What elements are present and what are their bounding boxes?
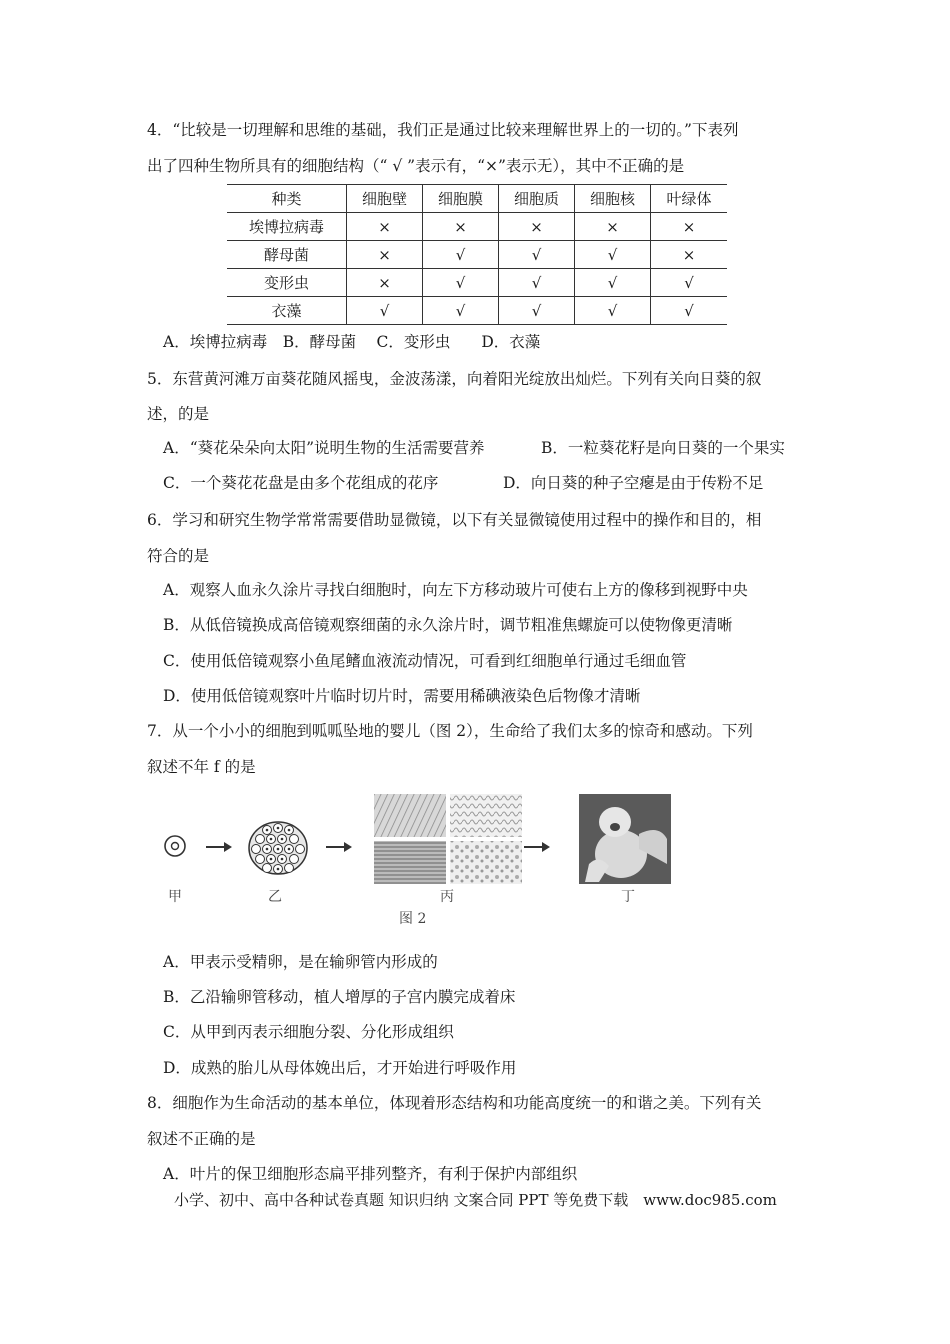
q8-option-a: A．叶片的保卫细胞形态扁平排列整齐，有利于保护内部组织 xyxy=(163,1165,578,1183)
q5-stem-line1: 5．东营黄河滩万亩葵花随风摇曳，金波荡漾，向着阳光绽放出灿烂。下列有关向日葵的叙 xyxy=(147,370,762,388)
table-cell: √ xyxy=(575,297,651,325)
figure-label-ding: 丁 xyxy=(621,889,635,905)
table-cell: × xyxy=(423,213,499,241)
q7-stem-line2: 叙述不年 f 的是 xyxy=(147,758,256,776)
table-cell: √ xyxy=(575,269,651,297)
table-cell: √ xyxy=(499,297,575,325)
q5-option-b: B．一粒葵花籽是向日葵的一个果实 xyxy=(541,439,785,457)
table-cell: √ xyxy=(423,269,499,297)
table-header-cell: 细胞膜 xyxy=(423,185,499,213)
q8-stem-line2: 叙述不正确的是 xyxy=(147,1130,256,1148)
table-cell: 变形虫 xyxy=(227,269,347,297)
table-cell: √ xyxy=(575,241,651,269)
arrow-icon xyxy=(206,846,230,848)
morula-image xyxy=(247,820,309,876)
q7-option-c: C．从甲到丙表示细胞分裂、分化形成组织 xyxy=(163,1023,454,1041)
table-header-row xyxy=(227,185,727,213)
q8-stem-line1: 8．细胞作为生命活动的基本单位，体现着形态结构和功能高度统一的和谐之美。下列有关 xyxy=(147,1094,762,1112)
figure-caption: 图 2 xyxy=(399,911,427,927)
table-header-cell: 细胞质 xyxy=(499,185,575,213)
q5-stem-line2: 述，的是 xyxy=(147,405,210,423)
q7-option-a: A．甲表示受精卵，是在输卵管内形成的 xyxy=(163,953,438,971)
q6-option-d: D．使用低倍镜观察叶片临时切片时，需要用稀碘液染色后物像才清晰 xyxy=(163,687,641,705)
q6-stem-line1: 6．学习和研究生物学常常需要借助显微镜，以下有关显微镜使用过程中的操作和目的，相 xyxy=(147,511,762,529)
q7-option-b: B．乙沿输卵管移动，植人增厚的子宫内膜完成着床 xyxy=(163,988,516,1006)
q4-options: A．埃博拉病毒 B．酵母菌 C．变形虫 D．衣藻 xyxy=(163,333,541,351)
table-header-cell: 叶绿体 xyxy=(651,185,728,213)
arrow-icon xyxy=(326,846,350,848)
table-cell: × xyxy=(499,213,575,241)
q4-stem-line2: 出了四种生物所具有的细胞结构（“ √ ”表示有，“×”表示无），其中不正确的是 xyxy=(147,157,685,175)
arrow-icon xyxy=(524,846,548,848)
table-row xyxy=(227,297,727,325)
table-header-cell: 细胞核 xyxy=(575,185,651,213)
table-cell: √ xyxy=(651,269,728,297)
q5-option-c: C．一个葵花花盘是由多个花组成的花序 xyxy=(163,474,439,492)
q6-option-c: C．使用低倍镜观察小鱼尾鳍血液流动情况，可看到红细胞单行通过毛细血管 xyxy=(163,652,687,670)
table-cell: × xyxy=(575,213,651,241)
figure-label-bing: 丙 xyxy=(440,889,454,905)
table-cell: √ xyxy=(423,297,499,325)
tissues-image xyxy=(374,794,522,884)
page-footer: 小学、初中、高中各种试卷真题 知识归纳 文案合同 PPT 等免费下载 www.doc985.com xyxy=(174,1191,777,1209)
baby-photo xyxy=(579,794,671,884)
q7-option-d: D．成熟的胎儿从母体娩出后，才开始进行呼吸作用 xyxy=(163,1059,517,1077)
q7-stem-line1: 7．从一个小小的细胞到呱呱坠地的婴儿（图 2），生命给了我们太多的惊奇和感动。下列 xyxy=(147,722,753,740)
q6-stem-line2: 符合的是 xyxy=(147,547,210,565)
table-cell: 衣藻 xyxy=(227,297,347,325)
q5-option-a: A．“葵花朵朵向太阳”说明生物的生活需要营养 xyxy=(163,439,485,457)
table-cell: × xyxy=(651,241,728,269)
table-cell: × xyxy=(347,213,423,241)
table-cell: × xyxy=(347,269,423,297)
q6-option-a: A．观察人血永久涂片寻找白细胞时，向左下方移动玻片可使右上方的像移到视野中央 xyxy=(163,581,748,599)
table-header-cell: 种类 xyxy=(227,185,347,213)
table-cell: √ xyxy=(499,241,575,269)
table-cell: √ xyxy=(651,297,728,325)
table-cell: 埃博拉病毒 xyxy=(227,213,347,241)
figure-label-jia: 甲 xyxy=(168,889,182,905)
q5-option-d: D．向日葵的种子空瘪是由于传粉不足 xyxy=(503,474,764,492)
table-cell: × xyxy=(347,241,423,269)
table-cell: √ xyxy=(423,241,499,269)
zygote-image xyxy=(163,834,187,858)
table-cell: 酵母菌 xyxy=(227,241,347,269)
table-row xyxy=(227,241,727,269)
table-cell: √ xyxy=(499,269,575,297)
figure-label-yi: 乙 xyxy=(268,889,282,905)
table-cell: × xyxy=(651,213,728,241)
table-row xyxy=(227,213,727,241)
table-cell: √ xyxy=(347,297,423,325)
table-header-cell: 细胞壁 xyxy=(347,185,423,213)
cell-structure-table xyxy=(227,184,727,325)
q6-option-b: B．从低倍镜换成高倍镜观察细菌的永久涂片时，调节粗准焦螺旋可以使物像更清晰 xyxy=(163,616,733,634)
q4-stem-line1: 4．“比较是一切理解和思维的基础，我们正是通过比较来理解世界上的一切的。”下表列 xyxy=(147,121,739,139)
table-row xyxy=(227,269,727,297)
